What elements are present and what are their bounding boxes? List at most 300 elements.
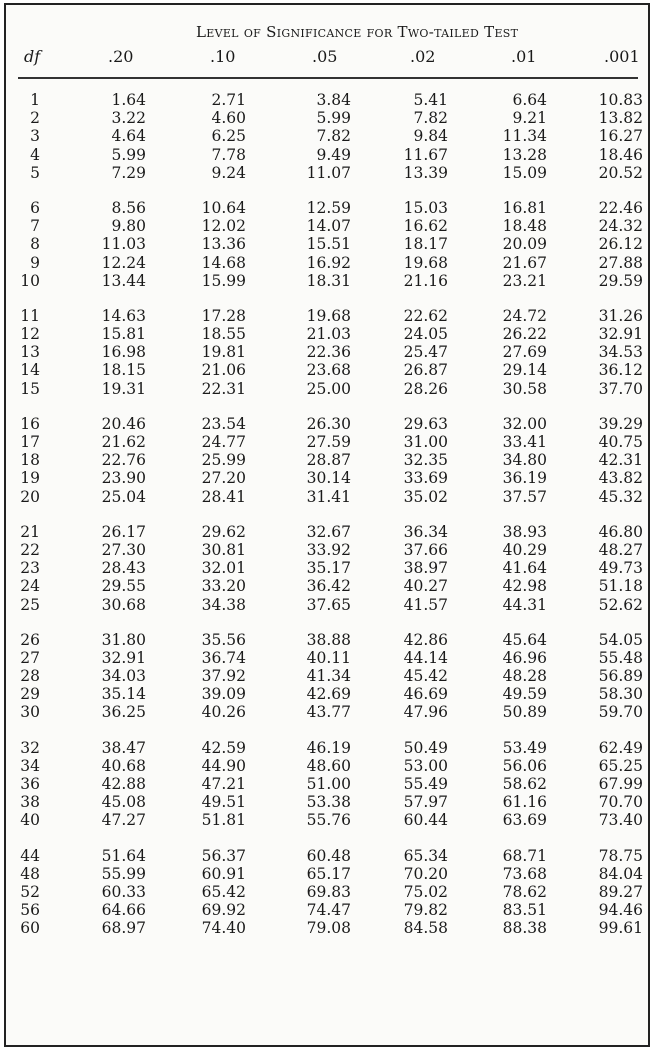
value-cell: 16.62 <box>403 217 448 236</box>
value-cell: 15.09 <box>502 163 547 182</box>
value-cell: 17.28 <box>201 306 246 325</box>
value-cell: 33.41 <box>502 433 547 451</box>
df-cell: 4 <box>30 145 40 164</box>
value-cell: 32.67 <box>306 522 351 541</box>
value-cell: 34.80 <box>502 451 547 470</box>
df-cell: 20 <box>20 487 40 506</box>
value-cell: 30.58 <box>502 379 547 398</box>
value-cell: 26.12 <box>598 235 643 254</box>
level-header: .20 <box>108 47 134 66</box>
value-cell: 11.34 <box>502 127 547 146</box>
value-cell: 42.59 <box>201 738 246 757</box>
df-cell: 44 <box>20 846 40 865</box>
table-row <box>6 361 648 379</box>
value-cell: 31.41 <box>306 487 351 506</box>
table-row <box>6 667 648 685</box>
df-cell: 24 <box>20 577 40 596</box>
value-cell: 69.92 <box>201 901 246 920</box>
value-cell: 24.77 <box>201 433 246 451</box>
value-cell: 15.03 <box>403 198 448 217</box>
value-cell: 31.00 <box>403 433 448 451</box>
row-group <box>6 91 648 182</box>
value-cell: 22.31 <box>201 379 246 398</box>
value-cell: 60.33 <box>101 882 146 901</box>
value-cell: 38.93 <box>502 522 547 541</box>
value-cell: 59.70 <box>598 703 643 722</box>
value-cell: 83.51 <box>502 901 547 920</box>
header-divider <box>18 77 638 79</box>
df-cell: 9 <box>30 253 40 272</box>
value-cell: 19.81 <box>201 343 246 362</box>
df-cell: 15 <box>20 379 40 398</box>
value-cell: 3.22 <box>111 109 146 128</box>
value-cell: 23.68 <box>306 361 351 380</box>
value-cell: 55.49 <box>403 775 448 793</box>
value-cell: 54.05 <box>598 630 643 649</box>
value-cell: 48.28 <box>502 667 547 686</box>
value-cell: 16.98 <box>101 343 146 362</box>
value-cell: 61.16 <box>502 793 547 812</box>
value-cell: 27.69 <box>502 343 547 362</box>
value-cell: 53.38 <box>306 793 351 812</box>
df-cell: 19 <box>20 469 40 488</box>
value-cell: 64.66 <box>101 901 146 920</box>
value-cell: 22.76 <box>101 451 146 470</box>
table-row <box>6 811 648 829</box>
value-cell: 99.61 <box>598 919 643 938</box>
value-cell: 30.68 <box>101 595 146 614</box>
value-cell: 65.25 <box>598 756 643 775</box>
value-cell: 36.25 <box>101 703 146 722</box>
value-cell: 42.31 <box>598 451 643 470</box>
value-cell: 37.92 <box>201 667 246 686</box>
value-cell: 13.39 <box>403 163 448 182</box>
df-cell: 21 <box>20 522 40 541</box>
df-cell: 48 <box>20 864 40 883</box>
value-cell: 58.62 <box>502 775 547 793</box>
value-cell: 7.78 <box>211 145 246 164</box>
value-cell: 56.06 <box>502 756 547 775</box>
value-cell: 79.82 <box>403 901 448 920</box>
df-cell: 11 <box>20 306 40 325</box>
value-cell: 5.99 <box>316 109 351 128</box>
value-cell: 70.20 <box>403 864 448 883</box>
value-cell: 27.59 <box>306 433 351 451</box>
value-cell: 3.84 <box>316 91 351 109</box>
value-cell: 51.18 <box>598 577 643 596</box>
value-cell: 45.64 <box>502 630 547 649</box>
value-cell: 37.65 <box>306 595 351 614</box>
value-cell: 1.64 <box>111 91 146 109</box>
value-cell: 12.02 <box>201 217 246 236</box>
value-cell: 32.91 <box>101 648 146 667</box>
value-cell: 33.20 <box>201 577 246 596</box>
value-cell: 65.42 <box>201 882 246 901</box>
value-cell: 6.25 <box>211 127 246 146</box>
df-cell: 25 <box>20 595 40 614</box>
value-cell: 37.70 <box>598 379 643 398</box>
table-body <box>6 91 648 955</box>
value-cell: 40.75 <box>598 433 643 451</box>
value-cell: 69.83 <box>306 882 351 901</box>
value-cell: 68.71 <box>502 846 547 865</box>
value-cell: 94.46 <box>598 901 643 920</box>
value-cell: 65.17 <box>306 864 351 883</box>
value-cell: 26.22 <box>502 325 547 344</box>
value-cell: 21.16 <box>403 271 448 290</box>
df-cell: 30 <box>20 703 40 722</box>
value-cell: 46.19 <box>306 738 351 757</box>
table-row <box>6 631 648 649</box>
value-cell: 55.76 <box>306 811 351 830</box>
table-row <box>6 127 648 145</box>
value-cell: 9.21 <box>512 109 547 128</box>
value-cell: 46.69 <box>403 685 448 704</box>
df-cell: 10 <box>20 271 40 290</box>
value-cell: 51.64 <box>101 846 146 865</box>
value-cell: 20.09 <box>502 235 547 254</box>
value-cell: 41.34 <box>306 667 351 686</box>
value-cell: 18.55 <box>201 325 246 344</box>
value-cell: 30.14 <box>306 469 351 488</box>
table-row <box>6 146 648 164</box>
value-cell: 27.20 <box>201 469 246 488</box>
row-group <box>6 631 648 722</box>
value-cell: 60.91 <box>201 864 246 883</box>
value-cell: 48.60 <box>306 756 351 775</box>
value-cell: 42.86 <box>403 630 448 649</box>
value-cell: 23.21 <box>502 271 547 290</box>
level-header: .10 <box>210 47 236 66</box>
value-cell: 29.62 <box>201 522 246 541</box>
value-cell: 51.81 <box>201 811 246 830</box>
table-row <box>6 739 648 757</box>
value-cell: 18.17 <box>403 235 448 254</box>
df-cell: 60 <box>20 919 40 938</box>
value-cell: 18.46 <box>598 145 643 164</box>
value-cell: 46.96 <box>502 648 547 667</box>
value-cell: 4.60 <box>211 109 246 128</box>
value-cell: 55.99 <box>101 864 146 883</box>
df-cell: 6 <box>30 198 40 217</box>
table-row <box>6 199 648 217</box>
table-row <box>6 757 648 775</box>
table-row <box>6 109 648 127</box>
value-cell: 34.03 <box>101 667 146 686</box>
value-cell: 18.15 <box>101 361 146 380</box>
value-cell: 9.84 <box>413 127 448 146</box>
value-cell: 23.54 <box>201 414 246 433</box>
value-cell: 18.48 <box>502 217 547 236</box>
table-row <box>6 415 648 433</box>
value-cell: 60.44 <box>403 811 448 830</box>
value-cell: 51.00 <box>306 775 351 793</box>
table-frame <box>4 3 650 1047</box>
value-cell: 75.02 <box>403 882 448 901</box>
value-cell: 40.27 <box>403 577 448 596</box>
value-cell: 89.27 <box>598 882 643 901</box>
df-cell: 8 <box>30 235 40 254</box>
value-cell: 14.07 <box>306 217 351 236</box>
value-cell: 28.41 <box>201 487 246 506</box>
value-cell: 79.08 <box>306 919 351 938</box>
table-row <box>6 775 648 793</box>
value-cell: 44.31 <box>502 595 547 614</box>
value-cell: 29.59 <box>598 271 643 290</box>
value-cell: 31.26 <box>598 306 643 325</box>
value-cell: 30.81 <box>201 540 246 559</box>
value-cell: 40.29 <box>502 540 547 559</box>
value-cell: 29.63 <box>403 414 448 433</box>
df-cell: 29 <box>20 685 40 704</box>
df-cell: 1 <box>30 91 40 109</box>
value-cell: 22.46 <box>598 198 643 217</box>
df-cell: 2 <box>30 109 40 128</box>
value-cell: 11.07 <box>306 163 351 182</box>
value-cell: 25.99 <box>201 451 246 470</box>
table-row <box>6 451 648 469</box>
value-cell: 70.70 <box>598 793 643 812</box>
value-cell: 12.24 <box>101 253 146 272</box>
value-cell: 78.75 <box>598 846 643 865</box>
value-cell: 2.71 <box>211 91 246 109</box>
value-cell: 19.68 <box>306 306 351 325</box>
value-cell: 15.51 <box>306 235 351 254</box>
table-row <box>6 901 648 919</box>
value-cell: 15.99 <box>201 271 246 290</box>
value-cell: 39.29 <box>598 414 643 433</box>
table-row <box>6 307 648 325</box>
level-header: .001 <box>604 47 640 66</box>
value-cell: 42.98 <box>502 577 547 596</box>
df-cell: 17 <box>20 433 40 451</box>
table-row <box>6 217 648 235</box>
value-cell: 36.12 <box>598 361 643 380</box>
value-cell: 45.08 <box>101 793 146 812</box>
level-header: .01 <box>511 47 537 66</box>
df-cell: 56 <box>20 901 40 920</box>
table-row <box>6 488 648 506</box>
value-cell: 29.55 <box>101 577 146 596</box>
value-cell: 67.99 <box>598 775 643 793</box>
value-cell: 34.38 <box>201 595 246 614</box>
value-cell: 14.68 <box>201 253 246 272</box>
df-cell: 52 <box>20 882 40 901</box>
table-row <box>6 164 648 182</box>
row-group <box>6 739 648 830</box>
row-group <box>6 199 648 290</box>
value-cell: 49.51 <box>201 793 246 812</box>
value-cell: 78.62 <box>502 882 547 901</box>
value-cell: 56.37 <box>201 846 246 865</box>
value-cell: 13.28 <box>502 145 547 164</box>
value-cell: 27.30 <box>101 540 146 559</box>
value-cell: 28.87 <box>306 451 351 470</box>
value-cell: 16.27 <box>598 127 643 146</box>
df-cell: 27 <box>20 648 40 667</box>
value-cell: 14.63 <box>101 306 146 325</box>
value-cell: 5.41 <box>413 91 448 109</box>
table-row <box>6 433 648 451</box>
df-header: df <box>24 47 41 66</box>
value-cell: 13.36 <box>201 235 246 254</box>
value-cell: 36.74 <box>201 648 246 667</box>
df-cell: 5 <box>30 163 40 182</box>
value-cell: 11.67 <box>403 145 448 164</box>
value-cell: 29.14 <box>502 361 547 380</box>
table-row <box>6 272 648 290</box>
row-group <box>6 307 648 398</box>
value-cell: 36.42 <box>306 577 351 596</box>
value-cell: 28.26 <box>403 379 448 398</box>
table-row <box>6 559 648 577</box>
value-cell: 74.40 <box>201 919 246 938</box>
df-cell: 16 <box>20 414 40 433</box>
row-group <box>6 847 648 938</box>
value-cell: 31.80 <box>101 630 146 649</box>
value-cell: 34.53 <box>598 343 643 362</box>
value-cell: 36.19 <box>502 469 547 488</box>
value-cell: 16.92 <box>306 253 351 272</box>
row-group <box>6 523 648 614</box>
table-row <box>6 343 648 361</box>
row-group <box>6 415 648 506</box>
table-row <box>6 91 648 109</box>
value-cell: 25.47 <box>403 343 448 362</box>
value-cell: 21.67 <box>502 253 547 272</box>
df-cell: 38 <box>20 793 40 812</box>
value-cell: 4.64 <box>111 127 146 146</box>
table-row <box>6 523 648 541</box>
value-cell: 42.88 <box>101 775 146 793</box>
df-cell: 7 <box>30 217 40 236</box>
df-cell: 3 <box>30 127 40 146</box>
table-row <box>6 883 648 901</box>
df-cell: 26 <box>20 630 40 649</box>
table-row <box>6 235 648 253</box>
value-cell: 43.82 <box>598 469 643 488</box>
value-cell: 35.56 <box>201 630 246 649</box>
value-cell: 56.89 <box>598 667 643 686</box>
value-cell: 47.96 <box>403 703 448 722</box>
value-cell: 10.64 <box>201 198 246 217</box>
table-row <box>6 703 648 721</box>
value-cell: 12.59 <box>306 198 351 217</box>
value-cell: 37.66 <box>403 540 448 559</box>
value-cell: 33.69 <box>403 469 448 488</box>
df-cell: 23 <box>20 559 40 578</box>
value-cell: 7.29 <box>111 163 146 182</box>
value-cell: 11.03 <box>101 235 146 254</box>
table-row <box>6 847 648 865</box>
value-cell: 24.05 <box>403 325 448 344</box>
df-cell: 22 <box>20 540 40 559</box>
value-cell: 26.87 <box>403 361 448 380</box>
value-cell: 65.34 <box>403 846 448 865</box>
value-cell: 48.27 <box>598 540 643 559</box>
table-row <box>6 865 648 883</box>
value-cell: 41.64 <box>502 559 547 578</box>
value-cell: 10.83 <box>598 91 643 109</box>
df-cell: 18 <box>20 451 40 470</box>
value-cell: 8.56 <box>111 198 146 217</box>
value-cell: 19.68 <box>403 253 448 272</box>
value-cell: 21.62 <box>101 433 146 451</box>
value-cell: 16.81 <box>502 198 547 217</box>
header-row <box>6 47 648 71</box>
value-cell: 36.34 <box>403 522 448 541</box>
value-cell: 18.31 <box>306 271 351 290</box>
value-cell: 25.00 <box>306 379 351 398</box>
value-cell: 15.81 <box>101 325 146 344</box>
value-cell: 37.57 <box>502 487 547 506</box>
value-cell: 21.06 <box>201 361 246 380</box>
value-cell: 20.52 <box>598 163 643 182</box>
value-cell: 40.68 <box>101 756 146 775</box>
table-row <box>6 469 648 487</box>
table-row <box>6 793 648 811</box>
value-cell: 84.58 <box>403 919 448 938</box>
value-cell: 58.30 <box>598 685 643 704</box>
value-cell: 28.43 <box>101 559 146 578</box>
value-cell: 50.89 <box>502 703 547 722</box>
value-cell: 24.32 <box>598 217 643 236</box>
value-cell: 73.68 <box>502 864 547 883</box>
value-cell: 9.49 <box>316 145 351 164</box>
value-cell: 13.44 <box>101 271 146 290</box>
value-cell: 9.24 <box>211 163 246 182</box>
value-cell: 21.03 <box>306 325 351 344</box>
value-cell: 13.82 <box>598 109 643 128</box>
value-cell: 45.42 <box>403 667 448 686</box>
df-cell: 40 <box>20 811 40 830</box>
value-cell: 44.90 <box>201 756 246 775</box>
value-cell: 35.14 <box>101 685 146 704</box>
value-cell: 25.04 <box>101 487 146 506</box>
table-row <box>6 254 648 272</box>
value-cell: 55.48 <box>598 648 643 667</box>
table-row <box>6 596 648 614</box>
table-row <box>6 541 648 559</box>
value-cell: 41.57 <box>403 595 448 614</box>
value-cell: 32.01 <box>201 559 246 578</box>
value-cell: 35.17 <box>306 559 351 578</box>
value-cell: 32.35 <box>403 451 448 470</box>
value-cell: 68.97 <box>101 919 146 938</box>
value-cell: 19.31 <box>101 379 146 398</box>
value-cell: 88.38 <box>502 919 547 938</box>
value-cell: 7.82 <box>316 127 351 146</box>
value-cell: 57.97 <box>403 793 448 812</box>
value-cell: 43.77 <box>306 703 351 722</box>
value-cell: 32.91 <box>598 325 643 344</box>
value-cell: 47.27 <box>101 811 146 830</box>
value-cell: 40.26 <box>201 703 246 722</box>
table-row <box>6 325 648 343</box>
value-cell: 44.14 <box>403 648 448 667</box>
table-row <box>6 380 648 398</box>
df-cell: 28 <box>20 667 40 686</box>
value-cell: 40.11 <box>306 648 351 667</box>
value-cell: 5.99 <box>111 145 146 164</box>
df-cell: 34 <box>20 756 40 775</box>
value-cell: 38.97 <box>403 559 448 578</box>
table-row <box>6 919 648 937</box>
table-row <box>6 577 648 595</box>
value-cell: 60.48 <box>306 846 351 865</box>
value-cell: 7.82 <box>413 109 448 128</box>
value-cell: 49.59 <box>502 685 547 704</box>
